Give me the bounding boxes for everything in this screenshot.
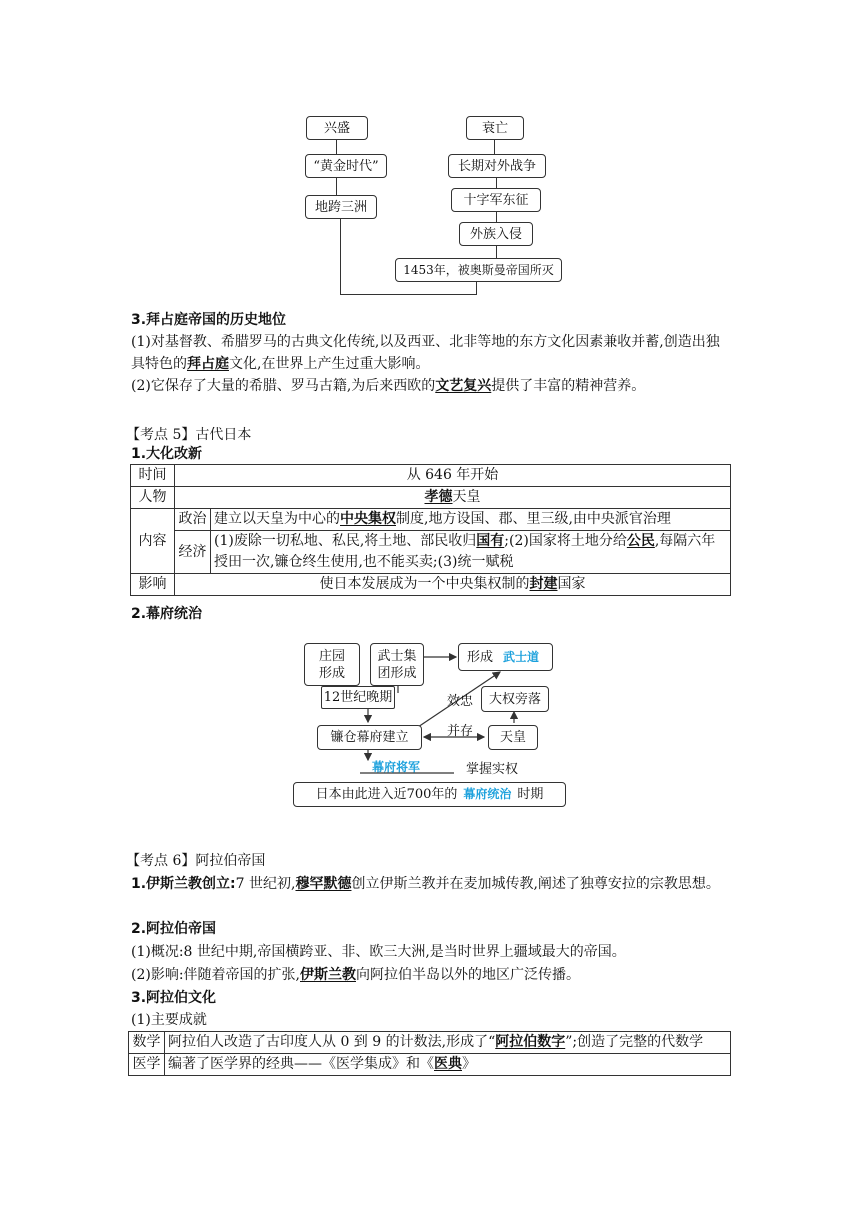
table-row: 数学 阿拉伯人改造了古印度人从 0 到 9 的计数法,形成了“阿拉伯数字”;创造了完整的代数学 <box>129 1032 731 1054</box>
table-row: 时间 从 646 年开始 <box>131 465 731 487</box>
table-row: 人物 孝德天皇 <box>131 487 731 509</box>
arab-culture-table <box>128 1031 731 1076</box>
long-war-box: 长期对外战争 <box>448 154 546 178</box>
kp6-overview: (1)概况:8 世纪中期,帝国横跨亚、非、欧三大洲,是当时世界上疆域最大的帝国。 <box>131 944 626 960</box>
loyal-label: 效忠 <box>447 694 474 709</box>
kamakura-box: 镰仓幕府建立 <box>317 725 422 750</box>
table-row: 经济 (1)废除一切私地、私民,将土地、部民收归国有;(2)国家将土地分给公民,每隔六年授田一次,镰仓终生使用,也不能买卖;(3)统一赋税 <box>131 531 731 574</box>
emperor-box: 天皇 <box>488 725 538 750</box>
hold-power-label: 掌握实权 <box>466 762 519 777</box>
kp6-title: 【考点 6】阿拉伯帝国 <box>126 853 266 869</box>
manor-box: 庄园形成 <box>304 643 360 686</box>
shogunate-label: 幕府统治 <box>463 787 512 801</box>
section3-p2: (2)它保存了大量的希腊、罗马古籍,为后来西欧的文艺复兴提供了丰富的精神营养。 <box>131 378 646 394</box>
coexist-label: 并存 <box>447 724 474 739</box>
kp6-impact: (2)影响:伴随着帝国的扩张,伊斯兰教向阿拉伯半岛以外的地区广泛传播。 <box>131 967 580 983</box>
shogun-label: 幕府将军 <box>372 760 421 774</box>
crusade-box: 十字军东征 <box>451 188 541 212</box>
samurai-group-box: 武士集团形成 <box>370 643 424 686</box>
section3-p1: (1)对基督教、希腊罗马的古典文化传统,以及西亚、北非等地的东方文化因素兼收并蓄,创造出独具特色的拜占庭文化,在世界上产生过重大影响。 <box>131 334 720 372</box>
form-bushido-box: 形成 武士道 <box>458 643 553 671</box>
invasion-box: 外族入侵 <box>459 222 533 246</box>
three-continents-box: 地跨三洲 <box>305 195 377 219</box>
bushido-label: 武士道 <box>503 649 540 664</box>
section3-title: 3.拜占庭帝国的历史地位 <box>131 312 287 328</box>
late12-box: 12世纪晚期 <box>321 686 395 709</box>
rise-box: 兴盛 <box>306 116 368 140</box>
kp6-achievements: (1)主要成就 <box>131 1012 207 1028</box>
table-row: 医学 编著了医学界的经典——《医学集成》和《医典》 <box>129 1054 731 1076</box>
kp5-title: 【考点 5】古代日本 <box>126 427 252 443</box>
kp5-sub1: 1.大化改新 <box>131 446 203 462</box>
kp6-culture-title: 3.阿拉伯文化 <box>131 990 217 1006</box>
kp6-empire-title: 2.阿拉伯帝国 <box>131 921 217 937</box>
power-shift-box: 大权旁落 <box>481 686 549 712</box>
table-row: 影响 使日本发展成为一个中央集权制的封建国家 <box>131 574 731 596</box>
destroyed-box: 1453年，被奥斯曼帝国所灭 <box>395 258 562 282</box>
japan-period-box: 日本由此进入近700年的 幕府统治 时期 <box>293 782 566 807</box>
kp5-sub2: 2.幕府统治 <box>131 606 203 622</box>
kp6-islam: 1.伊斯兰教创立:7 世纪初,穆罕默德创立伊斯兰教并在麦加城传教,阐述了独尊安拉的宗教思想。 <box>131 876 720 892</box>
table-row: 内容 政治 建立以天皇为中心的中央集权制度,地方设国、郡、里三级,由中央派官治理 <box>131 509 731 531</box>
golden-age-box: “黄金时代” <box>305 154 387 178</box>
fall-box: 衰亡 <box>466 116 524 140</box>
